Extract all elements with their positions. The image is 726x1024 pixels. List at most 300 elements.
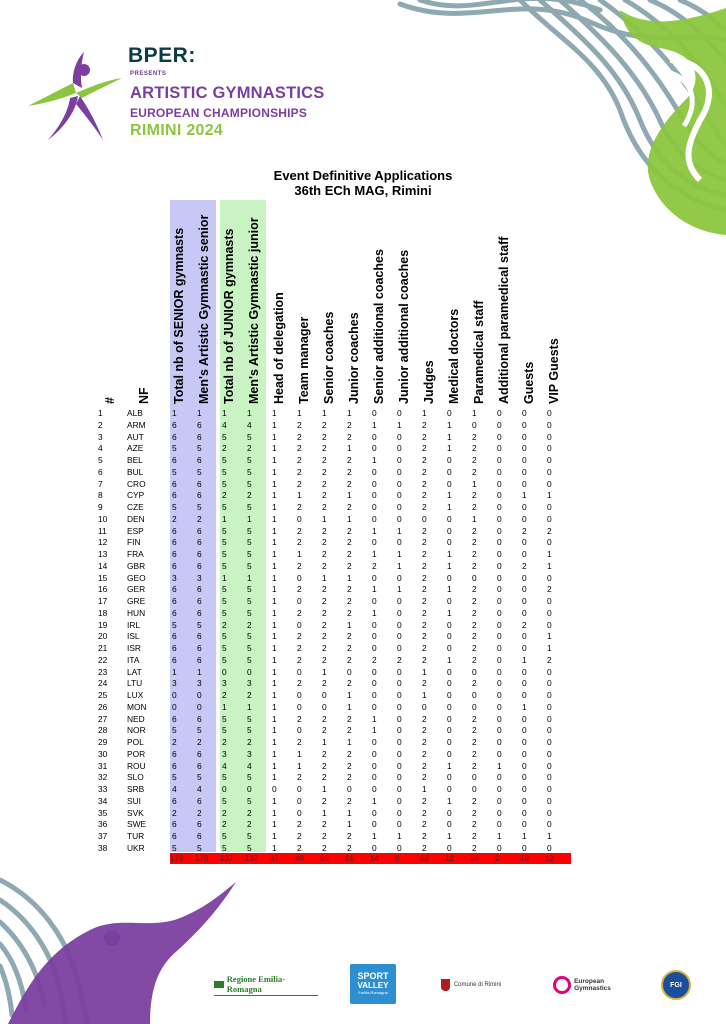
table-cell: 2 — [222, 819, 227, 830]
table-cell: 0 — [447, 525, 452, 536]
table-cell: 0 — [397, 502, 402, 512]
row-number: 8 — [98, 490, 103, 501]
table-cell: 1 — [372, 455, 377, 465]
row-number: 37 — [98, 831, 108, 841]
table-cell: 0 — [247, 666, 252, 677]
table-cell: 1 — [347, 443, 352, 454]
table-cell: 2 — [422, 455, 427, 465]
table-cell: 0 — [372, 466, 377, 477]
table-cell: 2 — [322, 725, 327, 736]
table-cell: 2 — [322, 443, 327, 454]
table-cell: 2 — [347, 842, 352, 853]
table-cell: 2 — [422, 431, 427, 442]
table-cell: 5 — [222, 831, 227, 841]
table-cell: 0 — [397, 478, 402, 489]
row-number: 19 — [98, 619, 108, 630]
table-cell: 1 — [322, 513, 327, 524]
table-cell: 1 — [447, 549, 452, 559]
table-cell: 1 — [547, 549, 552, 559]
table-cell: 0 — [447, 631, 452, 642]
table-cell: 1 — [272, 654, 277, 665]
table-cell: 6 — [172, 831, 177, 841]
header-mag-junior: Men's Artistic Gymnastic junior — [247, 217, 261, 404]
table-cell: 0 — [497, 678, 502, 689]
table-cell: 2 — [472, 807, 477, 818]
table-cell: 2 — [297, 478, 302, 489]
table-cell: 0 — [247, 784, 252, 794]
table-cell: 2 — [297, 631, 302, 642]
table-cell: 1 — [372, 795, 377, 806]
eg-text-line2: Gymnastics — [574, 985, 611, 992]
table-cell: 0 — [372, 490, 377, 501]
table-cell: 1 — [322, 572, 327, 583]
table-cell: 0 — [322, 690, 327, 700]
table-cell: 0 — [297, 807, 302, 818]
table-cell: 6 — [197, 549, 202, 559]
table-cell: 2 — [422, 748, 427, 759]
table-cell: 0 — [522, 466, 527, 477]
table-cell: 2 — [347, 772, 352, 783]
table-cell: 2 — [297, 819, 302, 830]
nf-code: ROU — [127, 760, 146, 771]
table-cell: 2 — [472, 713, 477, 724]
table-cell: 6 — [197, 431, 202, 442]
table-cell: 5 — [247, 842, 252, 853]
table-cell: 2 — [347, 478, 352, 489]
table-cell: 2 — [297, 560, 302, 571]
row-number: 25 — [98, 690, 108, 700]
row-number: 5 — [98, 455, 103, 465]
table-cell: 0 — [497, 619, 502, 630]
table-cell: 0 — [372, 631, 377, 642]
table-cell: 2 — [322, 678, 327, 689]
row-number: 7 — [98, 478, 103, 489]
table-cell: 2 — [422, 560, 427, 571]
header-paramedical-staff: Paramedical staff — [472, 300, 486, 404]
rimini-text: Comune di Rimini — [453, 982, 502, 988]
table-cell: 1 — [272, 631, 277, 642]
header-head-of-delegation: Head of delegation — [272, 292, 286, 404]
table-cell: 1 — [297, 408, 302, 418]
row-number: 9 — [98, 502, 103, 512]
table-cell: 5 — [247, 431, 252, 442]
table-cell: 0 — [547, 772, 552, 783]
nf-code: SUI — [127, 795, 141, 806]
table-cell: 2 — [347, 748, 352, 759]
nf-code: TUR — [127, 831, 145, 841]
total-value: 8 — [395, 854, 400, 863]
table-cell: 6 — [197, 831, 202, 841]
total-value: 179 — [195, 854, 209, 863]
table-cell: 3 — [247, 748, 252, 759]
table-cell: 0 — [522, 666, 527, 677]
table-cell: 0 — [422, 513, 427, 524]
table-cell: 2 — [297, 607, 302, 618]
table-cell: 1 — [272, 502, 277, 512]
nf-code: AZE — [127, 443, 144, 454]
table-cell: 2 — [472, 560, 477, 571]
row-number: 38 — [98, 842, 108, 853]
table-cell: 0 — [447, 678, 452, 689]
table-cell: 2 — [347, 713, 352, 724]
total-value: 10 — [520, 854, 529, 863]
table-cell: 0 — [497, 596, 502, 606]
fgi-emblem-icon — [661, 970, 691, 1000]
table-cell: 0 — [447, 807, 452, 818]
table-cell: 2 — [322, 842, 327, 853]
table-cell: 2 — [347, 643, 352, 653]
nf-code: FIN — [127, 537, 141, 548]
row-number: 35 — [98, 807, 108, 818]
table-cell: 5 — [222, 713, 227, 724]
table-cell: 0 — [447, 513, 452, 524]
table-cell: 2 — [472, 678, 477, 689]
table-cell: 0 — [372, 478, 377, 489]
table-cell: 5 — [247, 643, 252, 653]
table-cell: 2 — [347, 455, 352, 465]
table-cell: 2 — [347, 654, 352, 665]
table-cell: 0 — [397, 466, 402, 477]
table-cell: 2 — [347, 431, 352, 442]
table-cell: 1 — [447, 607, 452, 618]
table-cell: 2 — [522, 560, 527, 571]
table-cell: 5 — [222, 560, 227, 571]
table-cell: 0 — [447, 466, 452, 477]
table-cell: 2 — [297, 678, 302, 689]
table-cell: 0 — [547, 502, 552, 512]
table-cell: 2 — [222, 619, 227, 630]
table-cell: 0 — [547, 748, 552, 759]
table-cell: 5 — [197, 502, 202, 512]
table-cell: 0 — [497, 584, 502, 595]
table-cell: 0 — [547, 607, 552, 618]
table-cell: 5 — [247, 772, 252, 783]
table-cell: 0 — [397, 737, 402, 747]
table-cell: 1 — [272, 725, 277, 736]
nf-code: SLO — [127, 772, 144, 783]
table-cell: 0 — [547, 842, 552, 853]
row-number: 26 — [98, 701, 108, 712]
table-cell: 2 — [322, 537, 327, 548]
table-cell: 2 — [472, 831, 477, 841]
table-cell: 2 — [472, 596, 477, 606]
table-cell: 0 — [497, 525, 502, 536]
total-value: 61 — [345, 854, 354, 863]
table-cell: 2 — [472, 748, 477, 759]
table-cell: 2 — [422, 678, 427, 689]
table-cell: 0 — [372, 760, 377, 771]
table-cell: 0 — [497, 572, 502, 583]
table-cell: 1 — [447, 831, 452, 841]
table-cell: 1 — [372, 419, 377, 430]
nf-code: GRE — [127, 596, 146, 606]
table-cell: 0 — [347, 784, 352, 794]
table-cell: 1 — [447, 795, 452, 806]
table-cell: 0 — [497, 502, 502, 512]
table-cell: 0 — [522, 772, 527, 783]
table-cell: 1 — [297, 549, 302, 559]
table-cell: 2 — [297, 654, 302, 665]
table-cell: 1 — [347, 408, 352, 418]
table-cell: 2 — [322, 643, 327, 653]
table-cell: 1 — [247, 513, 252, 524]
table-cell: 0 — [372, 443, 377, 454]
table-cell: 2 — [322, 596, 327, 606]
table-cell: 0 — [497, 466, 502, 477]
nf-code: UKR — [127, 842, 145, 853]
table-cell: 6 — [197, 760, 202, 771]
table-cell: 0 — [472, 690, 477, 700]
table-cell: 6 — [197, 419, 202, 430]
row-number: 22 — [98, 654, 108, 665]
table-cell: 0 — [272, 784, 277, 794]
table-cell: 2 — [422, 737, 427, 747]
table-cell: 0 — [447, 725, 452, 736]
table-cell: 2 — [297, 502, 302, 512]
table-cell: 0 — [447, 772, 452, 783]
table-cell: 1 — [547, 631, 552, 642]
table-cell: 0 — [397, 842, 402, 853]
table-cell: 0 — [297, 725, 302, 736]
row-number: 33 — [98, 784, 108, 794]
header-junior-coaches: Junior coaches — [347, 312, 361, 404]
table-cell: 1 — [447, 560, 452, 571]
table-cell: 0 — [547, 784, 552, 794]
table-cell: 2 — [197, 737, 202, 747]
nf-code: LAT — [127, 666, 142, 677]
table-cell: 1 — [372, 713, 377, 724]
table-cell: 0 — [397, 807, 402, 818]
table-cell: 5 — [172, 502, 177, 512]
table-cell: 2 — [347, 725, 352, 736]
table-cell: 6 — [172, 596, 177, 606]
table-cell: 5 — [222, 631, 227, 642]
eg-text-line1: European — [574, 978, 605, 985]
table-cell: 0 — [447, 713, 452, 724]
table-cell: 0 — [397, 666, 402, 677]
table-cell: 5 — [222, 549, 227, 559]
table-cell: 0 — [497, 690, 502, 700]
table-cell: 2 — [247, 737, 252, 747]
table-cell: 2 — [247, 819, 252, 830]
nf-code: SVK — [127, 807, 144, 818]
nf-code: NED — [127, 713, 145, 724]
sport-valley-text-top: SPORT — [357, 971, 389, 981]
event-name-line1: ARTISTIC GYMNASTICS — [130, 84, 325, 102]
header-additional-paramedical-staff: Additional paramedical staff — [497, 236, 511, 404]
header-mag-senior: Men's Artistic Gymnastic senior — [197, 214, 211, 404]
table-cell: 0 — [397, 431, 402, 442]
nf-code: FRA — [127, 549, 144, 559]
table-cell: 1 — [372, 549, 377, 559]
table-cell: 2 — [422, 654, 427, 665]
table-cell: 2 — [297, 525, 302, 536]
total-value: 2 — [495, 854, 500, 863]
table-cell: 0 — [497, 408, 502, 418]
table-cell: 2 — [322, 584, 327, 595]
table-cell: 2 — [522, 619, 527, 630]
row-number: 4 — [98, 443, 103, 454]
table-cell: 0 — [497, 513, 502, 524]
table-cell: 0 — [447, 619, 452, 630]
table-cell: 1 — [322, 408, 327, 418]
table-cell: 0 — [372, 431, 377, 442]
nf-code: ISL — [127, 631, 140, 642]
table-cell: 2 — [422, 596, 427, 606]
table-cell: 4 — [247, 760, 252, 771]
table-cell: 1 — [272, 560, 277, 571]
table-cell: 2 — [347, 584, 352, 595]
table-cell: 0 — [547, 725, 552, 736]
table-cell: 2 — [472, 584, 477, 595]
table-cell: 0 — [197, 701, 202, 712]
table-cell: 2 — [422, 490, 427, 501]
table-cell: 1 — [272, 607, 277, 618]
table-cell: 2 — [422, 842, 427, 853]
table-cell: 5 — [247, 631, 252, 642]
table-cell: 2 — [472, 549, 477, 559]
table-cell: 0 — [522, 760, 527, 771]
table-cell: 2 — [322, 549, 327, 559]
table-cell: 2 — [347, 549, 352, 559]
table-cell: 0 — [297, 701, 302, 712]
table-cell: 2 — [322, 819, 327, 830]
table-cell: 0 — [397, 455, 402, 465]
table-cell: 0 — [172, 690, 177, 700]
table-cell: 1 — [272, 466, 277, 477]
table-cell: 1 — [272, 701, 277, 712]
table-cell: 0 — [447, 478, 452, 489]
nf-code: ARM — [127, 419, 146, 430]
table-cell: 0 — [522, 443, 527, 454]
table-cell: 5 — [197, 443, 202, 454]
table-cell: 2 — [347, 795, 352, 806]
header-senior-additional-coaches: Senior additional coaches — [372, 249, 386, 404]
table-cell: 0 — [397, 784, 402, 794]
table-cell: 5 — [197, 772, 202, 783]
table-cell: 1 — [447, 419, 452, 430]
european-gymnastics-logo — [546, 966, 618, 1004]
table-cell: 1 — [347, 690, 352, 700]
table-cell: 0 — [547, 760, 552, 771]
table-cell: 2 — [422, 831, 427, 841]
table-cell: 0 — [522, 737, 527, 747]
table-cell: 4 — [247, 419, 252, 430]
table-cell: 0 — [547, 455, 552, 465]
table-cell: 6 — [172, 607, 177, 618]
row-number: 10 — [98, 513, 108, 524]
table-cell: 2 — [322, 466, 327, 477]
header-medical-doctors: Medical doctors — [447, 308, 461, 404]
table-cell: 2 — [247, 690, 252, 700]
row-number: 31 — [98, 760, 108, 771]
table-cell: 1 — [347, 737, 352, 747]
table-cell: 5 — [222, 607, 227, 618]
table-cell: 1 — [397, 549, 402, 559]
table-cell: 1 — [397, 560, 402, 571]
table-cell: 1 — [272, 807, 277, 818]
table-cell: 5 — [172, 772, 177, 783]
document-title: Event Definitive Applications — [273, 168, 453, 183]
table-cell: 6 — [197, 819, 202, 830]
table-cell: 2 — [422, 466, 427, 477]
table-cell: 1 — [497, 760, 502, 771]
table-cell: 6 — [172, 537, 177, 548]
table-cell: 0 — [397, 513, 402, 524]
table-cell: 5 — [222, 772, 227, 783]
table-cell: 0 — [497, 713, 502, 724]
table-cell: 1 — [372, 607, 377, 618]
table-cell: 2 — [422, 760, 427, 771]
nf-code: MON — [127, 701, 147, 712]
fgi-text: FGI — [670, 981, 682, 989]
table-cell: 5 — [247, 584, 252, 595]
table-cell: 0 — [397, 725, 402, 736]
table-cell: 0 — [522, 690, 527, 700]
table-cell: 1 — [297, 760, 302, 771]
table-cell: 1 — [347, 701, 352, 712]
table-cell: 2 — [322, 455, 327, 465]
table-cell: 2 — [422, 537, 427, 548]
table-cell: 5 — [222, 842, 227, 853]
table-cell: 0 — [297, 619, 302, 630]
table-cell: 0 — [547, 513, 552, 524]
table-cell: 1 — [172, 666, 177, 677]
table-cell: 5 — [172, 725, 177, 736]
table-cell: 1 — [272, 478, 277, 489]
table-cell: 2 — [547, 584, 552, 595]
table-cell: 1 — [347, 513, 352, 524]
table-cell: 2 — [472, 466, 477, 477]
table-cell: 0 — [197, 690, 202, 700]
table-cell: 0 — [547, 443, 552, 454]
table-cell: 0 — [172, 701, 177, 712]
table-cell: 0 — [522, 549, 527, 559]
table-cell: 1 — [372, 831, 377, 841]
table-cell: 0 — [522, 725, 527, 736]
table-cell: 2 — [222, 690, 227, 700]
table-cell: 6 — [172, 478, 177, 489]
table-cell: 0 — [397, 795, 402, 806]
table-cell: 0 — [372, 502, 377, 512]
table-cell: 0 — [472, 772, 477, 783]
nf-code: LUX — [127, 690, 144, 700]
table-cell: 5 — [197, 619, 202, 630]
table-cell: 0 — [397, 760, 402, 771]
table-cell: 1 — [272, 455, 277, 465]
header-senior-gymnasts: Total nb of SENIOR gymnasts — [172, 227, 186, 404]
row-number: 32 — [98, 772, 108, 783]
table-cell: 2 — [472, 760, 477, 771]
table-cell: 0 — [472, 784, 477, 794]
table-cell: 1 — [347, 819, 352, 830]
table-cell: 2 — [472, 607, 477, 618]
nf-code: CYP — [127, 490, 145, 501]
table-cell: 2 — [197, 513, 202, 524]
table-cell: 6 — [172, 819, 177, 830]
table-cell: 0 — [497, 455, 502, 465]
table-cell: 1 — [272, 737, 277, 747]
table-cell: 1 — [372, 525, 377, 536]
header-nf: NF — [137, 387, 151, 404]
table-cell: 6 — [172, 560, 177, 571]
table-cell: 0 — [547, 619, 552, 630]
table-cell: 2 — [422, 725, 427, 736]
table-cell: 0 — [447, 408, 452, 418]
table-cell: 5 — [222, 502, 227, 512]
table-cell: 6 — [197, 607, 202, 618]
table-cell: 2 — [547, 654, 552, 665]
